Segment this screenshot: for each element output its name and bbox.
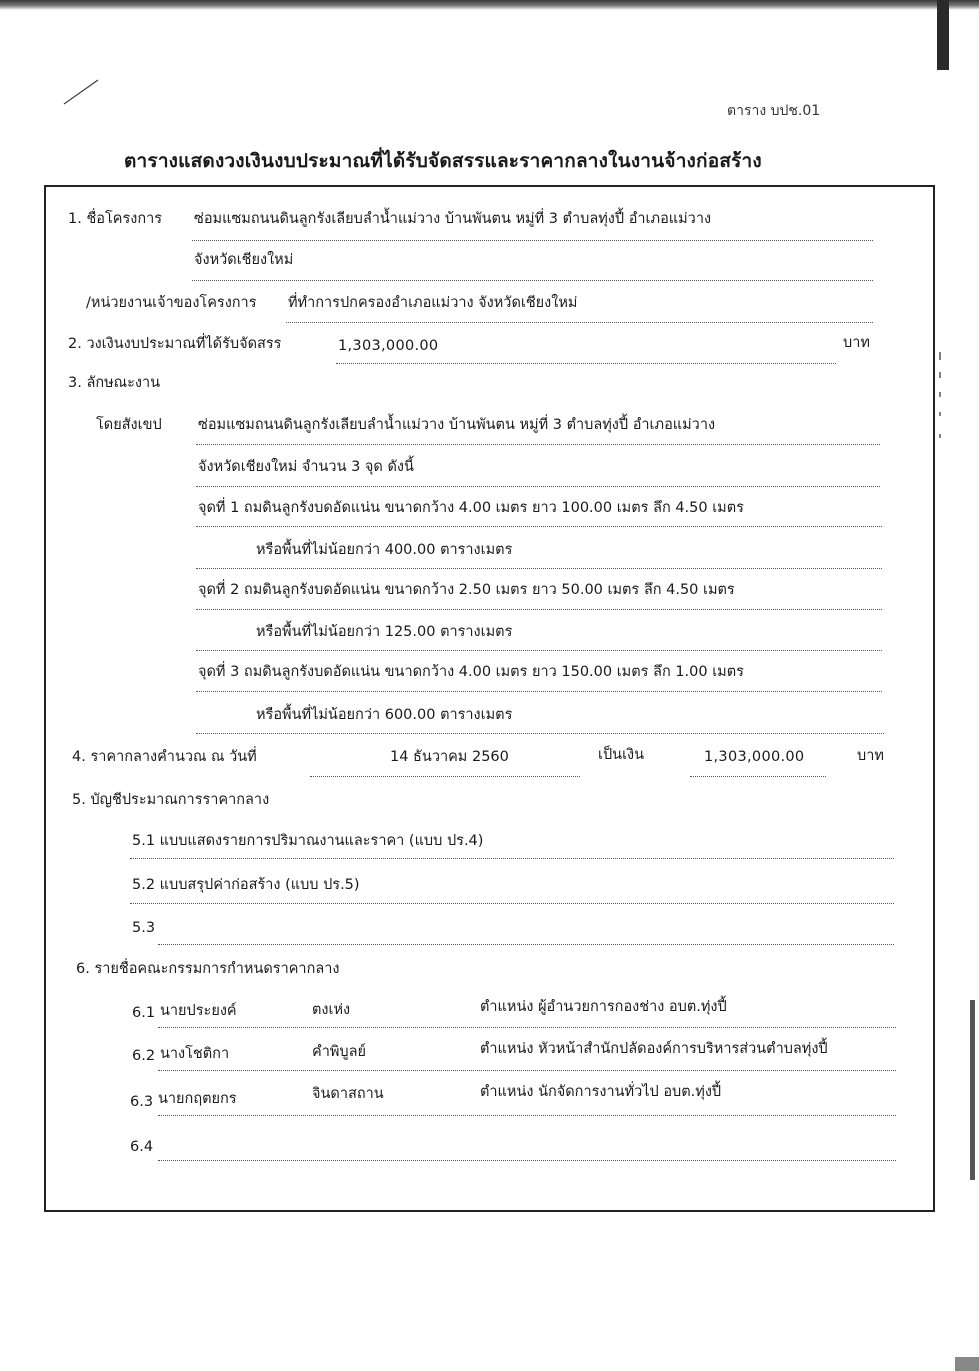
member-3-name: นายกฤตยกร xyxy=(158,1091,237,1107)
point-2-area: หรือพื้นที่ไม่น้อยกว่า 125.00 ตารางเมตร xyxy=(256,624,513,640)
dotted-line xyxy=(196,691,882,692)
estimate-item-5-3: 5.3 xyxy=(132,920,156,936)
dotted-line xyxy=(196,526,882,527)
member-3-no: 6.3 xyxy=(130,1094,154,1110)
scan-edge-right-lower xyxy=(970,1000,975,1180)
median-price-unit: บาท xyxy=(857,748,884,764)
scan-corner-mark xyxy=(955,1357,979,1371)
dotted-line xyxy=(196,444,880,445)
dotted-line xyxy=(310,776,580,777)
summary-line1: ซ่อมแซมถนนดินลูกรังเลียบลำน้ำแม่วาง บ้านพันตน หมู่ที่ 3 ตำบลทุ่งปี้ อำเภอแม่วาง xyxy=(198,417,716,433)
point-1-area: หรือพื้นที่ไม่น้อยกว่า 400.00 ตารางเมตร xyxy=(256,542,513,558)
member-1-name: นายประยงค์ xyxy=(160,1003,237,1019)
member-2-position: ตำแหน่ง หัวหน้าสำนักปลัดองค์การบริหารส่วนตำบลทุ่งปี้ xyxy=(480,1041,828,1057)
summary-label: โดยสังเขป xyxy=(96,417,162,433)
median-price-amount-label: เป็นเงิน xyxy=(598,747,645,763)
point-2-desc: จุดที่ 2 ถมดินลูกรังบดอัดแน่น ขนาดกว้าง 2.50 เมตร ยาว 50.00 เมตร ลึก 4.50 เมตร xyxy=(198,582,735,598)
agency-value: ที่ทำการปกครองอำเภอแม่วาง จังหวัดเชียงใหม่ xyxy=(288,295,578,311)
form-code: ตาราง บปช.01 xyxy=(727,103,821,119)
dotted-line xyxy=(130,858,894,859)
point-3-desc: จุดที่ 3 ถมดินลูกรังบดอัดแน่น ขนาดกว้าง 4.00 เมตร ยาว 150.00 เมตร ลึก 1.00 เมตร xyxy=(198,664,744,680)
document-title: ตารางแสดงวงเงินงบประมาณที่ได้รับจัดสรรและราคากลางในงานจ้างก่อสร้าง xyxy=(124,150,762,172)
median-price-amount: 1,303,000.00 xyxy=(704,749,805,765)
dotted-line xyxy=(196,609,882,610)
point-1-desc: จุดที่ 1 ถมดินลูกรังบดอัดแน่น ขนาดกว้าง 4.00 เมตร ยาว 100.00 เมตร ลึก 4.50 เมตร xyxy=(198,500,744,516)
member-4-no: 6.4 xyxy=(130,1139,154,1155)
dotted-line xyxy=(158,1115,896,1116)
dotted-line xyxy=(196,650,882,651)
member-1-position: ตำแหน่ง ผู้อำนวยการกองช่าง อบต.ทุ่งปี้ xyxy=(480,999,727,1015)
estimate-item-5-2: 5.2 แบบสรุปค่าก่อสร้าง (แบบ ปร.5) xyxy=(132,877,360,893)
dotted-line xyxy=(158,1027,896,1028)
dotted-line xyxy=(196,568,882,569)
member-3-position: ตำแหน่ง นักจัดการงานทั่วไป อบต.ทุ่งปี้ xyxy=(480,1084,722,1100)
member-2-no: 6.2 xyxy=(132,1048,156,1064)
member-1-no: 6.1 xyxy=(132,1005,156,1021)
budget-unit: บาท xyxy=(843,335,870,351)
dotted-line xyxy=(196,733,884,734)
dotted-line xyxy=(192,280,873,281)
scan-edge-top xyxy=(0,0,979,10)
member-3-surname: จินดาสถาน xyxy=(312,1086,384,1102)
estimate-item-5-1: 5.1 แบบแสดงรายการปริมาณงานและราคา (แบบ ปร.4) xyxy=(132,833,484,849)
dotted-line xyxy=(196,486,880,487)
dotted-line xyxy=(130,903,894,904)
work-type-label: 3. ลักษณะงาน xyxy=(68,375,161,391)
member-2-name: นางโชติกา xyxy=(160,1046,230,1062)
pen-stroke-mark xyxy=(62,78,102,106)
project-name-line1: ซ่อมแซมถนนดินลูกรังเลียบลำน้ำแม่วาง บ้านพันตน หมู่ที่ 3 ตำบลทุ่งปี้ อำเภอแม่วาง xyxy=(194,211,712,227)
member-1-surname: ตงเห่ง xyxy=(312,1002,351,1018)
median-price-date: 14 ธันวาคม 2560 xyxy=(390,749,509,765)
estimate-list-label: 5. บัญชีประมาณการราคากลาง xyxy=(72,792,270,808)
dotted-line xyxy=(336,363,836,364)
dotted-line xyxy=(192,240,873,241)
median-price-date-label: 4. ราคากลางคำนวณ ณ วันที่ xyxy=(72,749,257,765)
project-name-label: 1. ชื่อโครงการ xyxy=(68,211,163,227)
dotted-line xyxy=(158,1160,896,1161)
dotted-line xyxy=(690,776,826,777)
margin-ticks xyxy=(937,352,943,442)
scan-edge-right xyxy=(937,0,949,70)
budget-label: 2. วงเงินงบประมาณที่ได้รับจัดสรร xyxy=(68,336,282,352)
summary-line2: จังหวัดเชียงใหม่ จำนวน 3 จุด ดังนี้ xyxy=(198,459,414,475)
dotted-line xyxy=(158,1070,896,1071)
agency-label: /หน่วยงานเจ้าของโครงการ xyxy=(86,295,257,311)
project-name-line2: จังหวัดเชียงใหม่ xyxy=(194,252,294,268)
point-3-area: หรือพื้นที่ไม่น้อยกว่า 600.00 ตารางเมตร xyxy=(256,707,513,723)
budget-amount: 1,303,000.00 xyxy=(338,338,439,354)
committee-label: 6. รายชื่อคณะกรรมการกำหนดราคากลาง xyxy=(76,961,340,977)
dotted-line xyxy=(286,322,873,323)
dotted-line xyxy=(158,944,894,945)
member-2-surname: คำพิบูลย์ xyxy=(312,1044,366,1060)
